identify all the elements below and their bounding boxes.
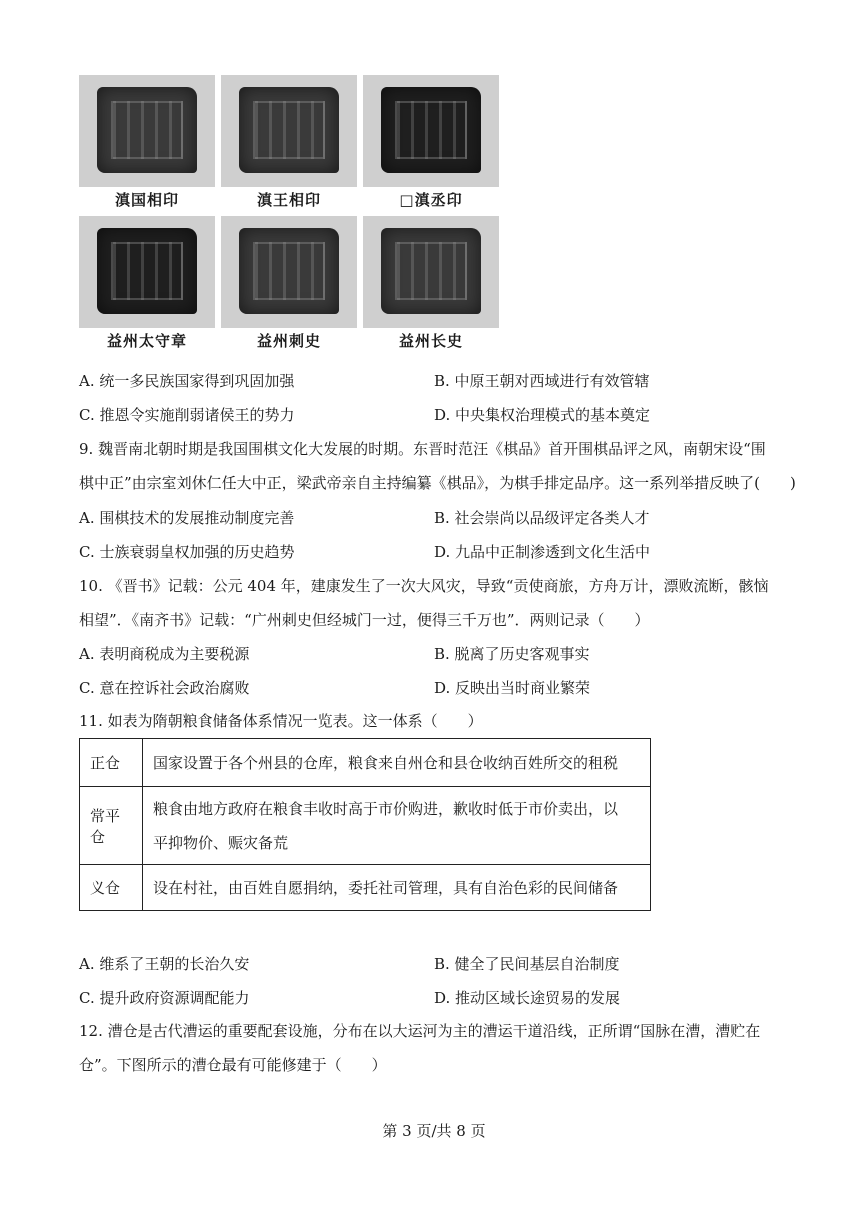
table-row bbox=[80, 787, 651, 865]
granary-desc: 国家设置于各个州县的仓库，粮食来自州仓和县仓收纳百姓所交的租税 bbox=[143, 739, 651, 787]
seal-item bbox=[363, 216, 499, 351]
granary-name: 常平仓 bbox=[80, 787, 143, 865]
seal-photo-grid bbox=[79, 75, 501, 351]
q11-stem: 11. 如表为隋朝粮食储备体系情况一览表。这一体系（ ） bbox=[79, 712, 483, 730]
seal-caption: 滇国相印 bbox=[114, 191, 179, 209]
q8-option-a: A. 统一多民族国家得到巩固加强 bbox=[79, 372, 295, 390]
seal-photo bbox=[79, 216, 215, 328]
q11-option-d: D. 推动区域长途贸易的发展 bbox=[434, 989, 621, 1007]
seal-caption: 益州太守章 bbox=[106, 332, 187, 350]
seal-photo bbox=[79, 75, 215, 187]
seal-item bbox=[221, 216, 357, 351]
seal-photo bbox=[363, 75, 499, 187]
seal-caption: 益州刺史 bbox=[256, 332, 321, 350]
q8-options-row-2 bbox=[79, 404, 794, 426]
q10-option-b: B. 脱离了历史客观事实 bbox=[434, 645, 590, 663]
seal-row-top bbox=[79, 75, 501, 210]
q8-option-c: C. 推恩令实施削弱诸侯王的势力 bbox=[79, 406, 295, 424]
granary-desc-line: 粮食由地方政府在粮食丰收时高于市价购进，歉收时低于市价卖出，以 bbox=[153, 799, 619, 818]
q8-option-d: D. 中央集权治理模式的基本奠定 bbox=[434, 406, 651, 424]
q11-option-a: A. 维系了王朝的长治久安 bbox=[79, 955, 250, 973]
seal-photo bbox=[221, 75, 357, 187]
seal-item bbox=[79, 75, 215, 210]
q9-option-a: A. 围棋技术的发展推动制度完善 bbox=[79, 509, 295, 527]
granary-desc bbox=[143, 787, 651, 865]
granary-desc-line: 平抑物价、赈灾备荒 bbox=[153, 833, 289, 852]
q9-options-row-1 bbox=[79, 507, 794, 529]
granary-name: 义仓 bbox=[80, 865, 143, 911]
q9-option-c: C. 士族衰弱皇权加强的历史趋势 bbox=[79, 543, 295, 561]
q10-options-row-2 bbox=[79, 677, 794, 699]
q12-stem-line-2: 仓”。下图所示的漕仓最有可能修建于（ ） bbox=[79, 1056, 387, 1074]
seal-row-bottom bbox=[79, 216, 501, 351]
table-row bbox=[80, 739, 651, 787]
granary-desc: 设在村社，由百姓自愿捐纳，委托社司管理，具有自治色彩的民间储备 bbox=[143, 865, 651, 911]
q10-options-row-1 bbox=[79, 643, 794, 665]
q8-options-row-1 bbox=[79, 370, 794, 392]
seal-caption: 益州长史 bbox=[398, 332, 463, 350]
q10-stem-line-1: 10. 《晋书》记载：公元 404 年，建康发生了一次大风灾，导致“贡使商旅，方舟万计，漂败流断，骸恼 bbox=[79, 577, 769, 595]
q12-stem-line-1: 12. 漕仓是古代漕运的重要配套设施，分布在以大运河为主的漕运干道沿线，正所谓“国脉在漕，漕贮在 bbox=[79, 1022, 761, 1040]
seal-caption: 滇王相印 bbox=[256, 191, 321, 209]
q11-option-c: C. 提升政府资源调配能力 bbox=[79, 989, 250, 1007]
q11-options-row-2 bbox=[79, 987, 794, 1009]
seal-caption: □滇丞印 bbox=[399, 191, 463, 209]
q11-options-row-1 bbox=[79, 953, 794, 975]
seal-photo bbox=[221, 216, 357, 328]
granary-table bbox=[79, 738, 651, 911]
q10-option-c: C. 意在控诉社会政治腐败 bbox=[79, 679, 250, 697]
q10-option-a: A. 表明商税成为主要税源 bbox=[79, 645, 250, 663]
q11-option-b: B. 健全了民间基层自治制度 bbox=[434, 955, 620, 973]
seal-photo bbox=[363, 216, 499, 328]
seal-item bbox=[79, 216, 215, 351]
table-row bbox=[80, 865, 651, 911]
q9-option-d: D. 九品中正制渗透到文化生活中 bbox=[434, 543, 651, 561]
granary-name: 正仓 bbox=[80, 739, 143, 787]
seal-item bbox=[221, 75, 357, 210]
q9-option-b: B. 社会崇尚以品级评定各类人才 bbox=[434, 509, 650, 527]
q9-options-row-2 bbox=[79, 541, 794, 563]
q10-option-d: D. 反映出当时商业繁荣 bbox=[434, 679, 591, 697]
q9-stem-line-2: 棋中正”由宗室刘休仁任大中正，梁武帝亲自主持编纂《棋品》，为棋手排定品序。这一系列举措反映了( ) bbox=[79, 474, 796, 492]
seal-item bbox=[363, 75, 499, 210]
page-number-footer: 第 3 页/共 8 页 bbox=[382, 1122, 486, 1140]
q9-stem-line-1: 9. 魏晋南北朝时期是我国围棋文化大发展的时期。东晋时范汪《棋品》首开围棋品评之风，南朝宋设“围 bbox=[79, 440, 766, 458]
q8-option-b: B. 中原王朝对西域进行有效管辖 bbox=[434, 372, 650, 390]
q10-stem-line-2: 相望”．《南齐书》记载：“广州刺史但经城门一过，便得三千万也”．两则记录（ ） bbox=[79, 611, 650, 629]
